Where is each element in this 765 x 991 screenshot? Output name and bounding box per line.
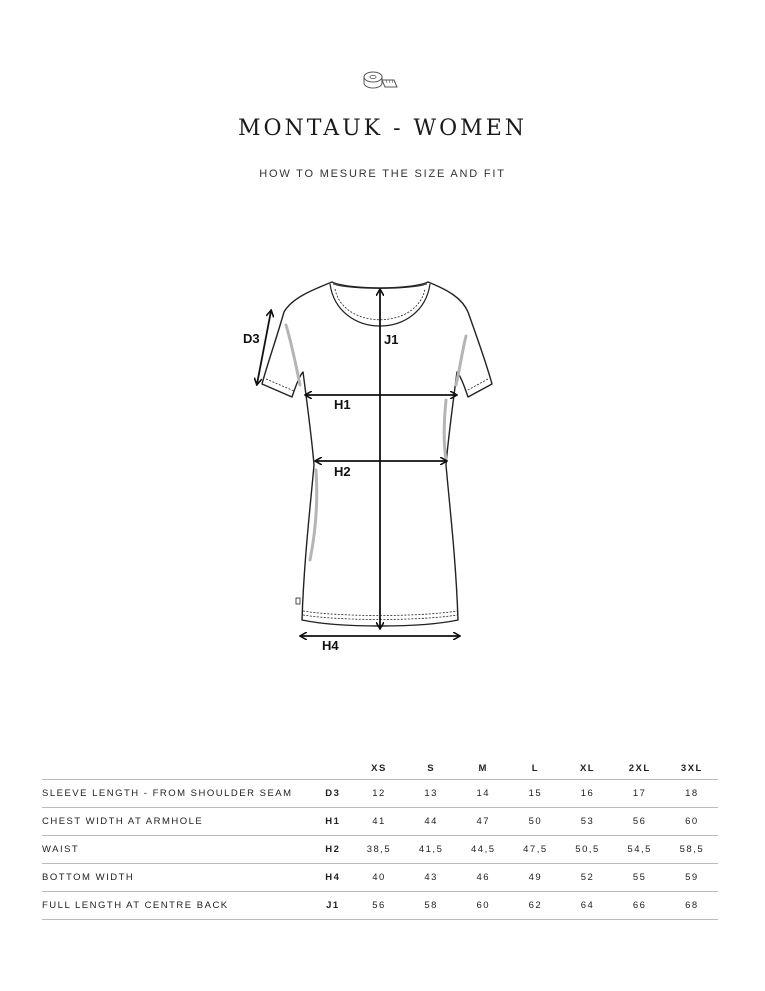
cell-value: 64 (580, 900, 595, 911)
cell-value: 40 (372, 872, 386, 883)
cell-value: 60 (476, 900, 491, 911)
cell-value: 38,5 (366, 844, 392, 855)
size-header-2xl: 2XL (628, 762, 651, 774)
cell-value: 50,5 (575, 844, 600, 855)
cell-value: 60 (685, 816, 699, 827)
cell-value: 56 (632, 816, 647, 827)
cell-value: 47 (476, 816, 491, 827)
size-header-s: S (427, 762, 436, 774)
cell-value: 68 (685, 900, 699, 911)
header-spacer (42, 757, 313, 780)
size-header-m: M (478, 762, 488, 774)
side-tag (296, 598, 300, 604)
d3-label: D3 (243, 331, 260, 346)
size-header-l: L (531, 762, 540, 774)
measuring-tape-icon (361, 68, 401, 90)
cell-value: 58 (424, 900, 438, 911)
cell-value: 44,5 (471, 844, 496, 855)
header-spacer-code (313, 757, 353, 780)
cell-value: 14 (476, 788, 491, 799)
row-code: H4 (325, 872, 341, 883)
page-subtitle: HOW TO MESURE THE SIZE AND FIT (259, 168, 506, 180)
cell-value: 43 (424, 872, 438, 883)
size-chart-table (42, 757, 718, 920)
row-label: WAIST (42, 844, 80, 855)
row-label: CHEST WIDTH AT ARMHOLE (42, 816, 204, 827)
size-header-xl: XL (579, 762, 596, 774)
j1-label: J1 (384, 332, 399, 347)
cell-value: 55 (632, 872, 647, 883)
row-code: H1 (325, 816, 341, 827)
cell-value: 53 (580, 816, 595, 827)
row-label: FULL LENGTH AT CENTRE BACK (42, 900, 229, 911)
cell-value: 17 (632, 788, 647, 799)
cell-value: 56 (372, 900, 386, 911)
tshirt-outline (262, 282, 492, 626)
row-code: J1 (326, 900, 340, 911)
cell-value: 44 (424, 816, 438, 827)
table-row (42, 780, 718, 808)
cell-value: 15 (528, 788, 543, 799)
size-header-row (42, 757, 718, 780)
cell-value: 62 (528, 900, 543, 911)
cell-value: 59 (685, 872, 699, 883)
cell-value: 50 (528, 816, 543, 827)
h4-label: H4 (322, 638, 339, 653)
tshirt-measurement-diagram (230, 270, 520, 660)
cell-value: 16 (580, 788, 595, 799)
size-header-3xl: 3XL (680, 762, 703, 774)
cell-value: 41,5 (418, 844, 444, 855)
row-label: BOTTOM WIDTH (42, 872, 135, 883)
table-row (42, 892, 718, 920)
cell-value: 54,5 (627, 844, 652, 855)
row-code: D3 (325, 788, 341, 799)
cell-value: 47,5 (523, 844, 548, 855)
h2-label: H2 (334, 464, 351, 479)
h1-label: H1 (334, 397, 351, 412)
cell-value: 52 (580, 872, 595, 883)
row-code: H2 (325, 844, 341, 855)
cell-value: 18 (685, 788, 699, 799)
size-header-xs: XS (371, 762, 387, 774)
cell-value: 46 (476, 872, 491, 883)
table-row (42, 864, 718, 892)
cell-value: 58,5 (679, 844, 705, 855)
row-label: SLEEVE LENGTH - FROM SHOULDER SEAM (42, 788, 293, 799)
cell-value: 12 (372, 788, 386, 799)
cell-value: 49 (528, 872, 543, 883)
cell-value: 66 (632, 900, 647, 911)
cell-value: 41 (372, 816, 386, 827)
table-row (42, 808, 718, 836)
cell-value: 13 (424, 788, 438, 799)
page-title: MONTAUK - WOMEN (237, 116, 528, 141)
table-row (42, 836, 718, 864)
